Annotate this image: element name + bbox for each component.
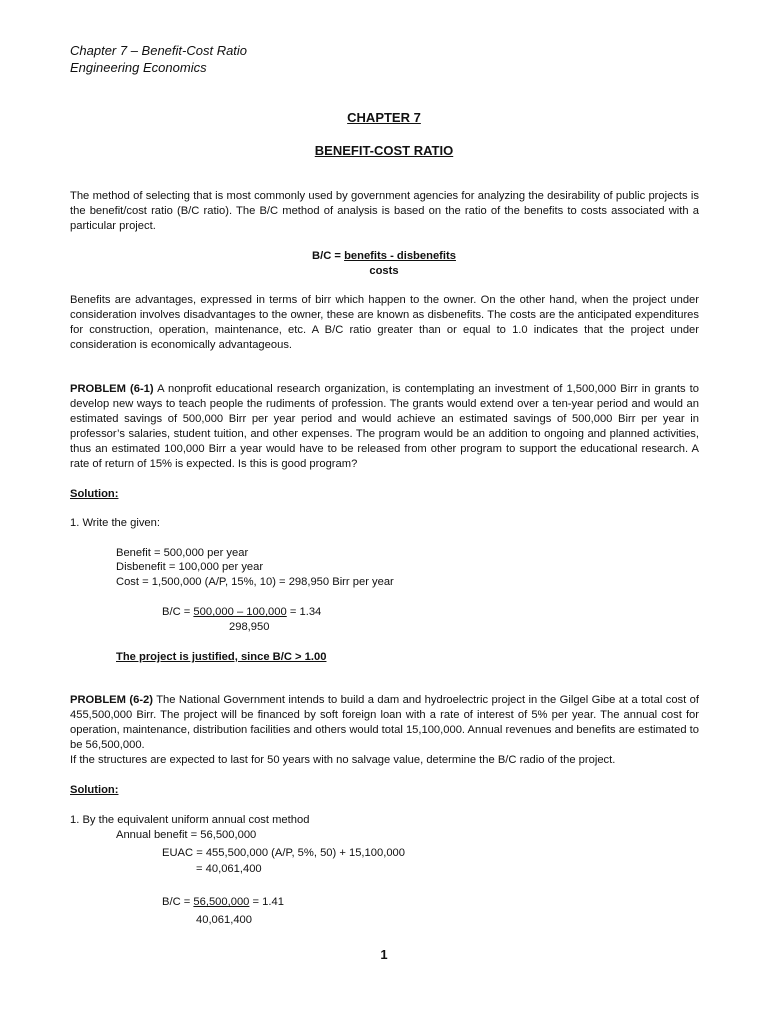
problem-1-statement [70, 382, 699, 472]
problem-1-benefit: Benefit = 500,000 per year [116, 547, 249, 559]
problem-1-disbenefit: Disbenefit = 100,000 per year [116, 561, 264, 573]
problem-2-bc-equation [162, 895, 284, 910]
problem-2-bc-numerator: 56,500,000 [193, 896, 250, 908]
intro-paragraph: The method of selecting that is most commonly used by government agencies for analyzing the desirability of public projects is the benefit/cost ratio (B/C ratio). The B/C method of analysis is based on the ratio of the benefits to costs associated with a particular project. [70, 190, 699, 232]
problem-1-bc-equation [162, 605, 321, 620]
problem-1-bc-lhs: B/C = [162, 606, 194, 618]
problem-2-euac-result: = 40,061,400 [196, 863, 262, 875]
problem-1-bc-result: = 1.34 [286, 606, 322, 618]
formula-numerator: benefits - disbenefits [344, 250, 456, 262]
chapter-title: CHAPTER 7 [347, 110, 421, 125]
problem-2-text: The National Government intends to build a dam and hydroelectric project in the Gilgel Gibe at a total cost of 455,500,000 Birr. The project will be financed by soft foreign loan with a rate of interest of 5% per year. The annual cost for operation, maintenance, distribution facilities and others would total 15,100,000. Annual revenues and benefits are estimated to be 56,500,000. [70, 694, 700, 751]
running-header-subject: Engineering Economics [70, 60, 207, 75]
chapter-subtitle: BENEFIT-COST RATIO [314, 143, 454, 158]
problem-2-annual-benefit: Annual benefit = 56,500,000 [116, 829, 257, 841]
problem-2-statement [70, 693, 699, 753]
problem-1-bc-denominator: 298,950 [229, 621, 270, 633]
problem-1-label: PROBLEM (6-1) [70, 383, 154, 395]
formula-denominator: costs [369, 265, 399, 277]
problem-1-text: A nonprofit educational research organization, is contemplating an investment of 1,500,000 Birr in grants to develop new ways to teach people the rudiments of profession. The grants would extend over a ten-year period and would an estimated savings of 500,000 Birr per year period and would achieve an estimated savings of 500,000 Birr per year in professor’s salaries, student tuition, and other expenses. The program would be an addition to ongoing and planned activities, thus an estimated 100,000 Birr a year would have to be released from other program to support the educational research. A rate of return of 15% is expected. Is this is good program? [70, 383, 699, 470]
problem-1-conclusion: The project is justified, since B/C > 1.00 [116, 651, 327, 663]
formula-lhs: B/C = [312, 250, 345, 262]
problem-1-solution-heading: Solution: [70, 488, 119, 500]
problem-2-step-1: 1. By the equivalent uniform annual cost method [70, 814, 310, 826]
definitions-paragraph: Benefits are advantages, expressed in terms of birr which happen to the owner. On the other hand, when the project under consideration involves disadvantages to the owner, these are known as disbenefits. The costs are the anticipated expenditures for construction, operation, maintenance, etc. A B/C ratio greater than or equal to 1.0 indicates that the project under consideration is economically advantageous. [70, 294, 699, 351]
problem-2-bc-result: = 1.41 [249, 896, 284, 908]
problem-2-label: PROBLEM (6-2) [70, 694, 153, 706]
problem-1-step-1: 1. Write the given: [70, 517, 160, 529]
page-number: 1 [380, 947, 388, 962]
problem-2-bc-lhs: B/C = [162, 896, 194, 908]
problem-1-bc-numerator: 500,000 – 100,000 [193, 606, 287, 618]
running-header-chapter: Chapter 7 – Benefit-Cost Ratio [70, 43, 248, 58]
problem-1-cost: Cost = 1,500,000 (A/P, 15%, 10) = 298,950 Birr per year [116, 576, 394, 588]
bc-formula [0, 249, 768, 264]
problem-2-question: If the structures are expected to last for 50 years with no salvage value, determine the B/C radio of the project. [70, 754, 616, 766]
problem-2-bc-denominator: 40,061,400 [196, 914, 252, 926]
problem-2-euac: EUAC = 455,500,000 (A/P, 5%, 50) + 15,100,000 [162, 847, 405, 859]
problem-2-solution-heading: Solution: [70, 784, 119, 796]
